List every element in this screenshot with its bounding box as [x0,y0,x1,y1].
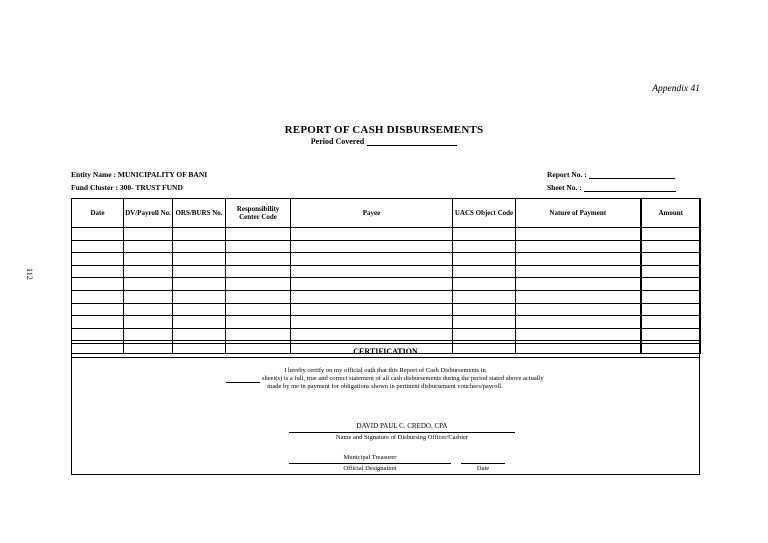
table-cell [226,290,291,303]
header-date: Date [72,199,124,228]
table-cell [291,265,453,278]
table-body [72,228,701,354]
designation-value: Municipal Treasurer [343,454,397,461]
table-cell [291,290,453,303]
table-cell [516,240,641,253]
period-covered-label: Period Covered [310,137,365,146]
table-cell [173,328,226,341]
appendix-label: Appendix 41 [652,84,700,94]
table-cell [516,278,641,291]
table-cell [291,303,453,316]
table-cell [453,278,516,291]
header-responsibility-center-code: Responsibility Center Code [226,199,291,228]
table-row [72,290,701,303]
table-cell [641,328,701,341]
table-cell [124,316,173,329]
entity-name: Entity Name : MUNICIPALITY OF BANI [71,170,208,179]
table-cell [124,290,173,303]
table-cell [641,278,701,291]
report-no [547,170,675,179]
table-cell [641,316,701,329]
table-cell [124,265,173,278]
header-dv-payroll-no: DV/Payroll No. [124,199,173,228]
table-cell [124,278,173,291]
table-cell [72,278,124,291]
table-cell [453,328,516,341]
table-cell [453,316,516,329]
table-cell [124,253,173,266]
table-row [72,240,701,253]
table-header-row [72,199,701,228]
sheet-no-label: Sheet No. : [547,183,582,192]
table-cell [291,278,453,291]
table-cell [516,265,641,278]
table-cell [173,303,226,316]
table-cell [173,290,226,303]
table-cell [291,253,453,266]
header-ors-burs-no: ORS/BURS No. [173,199,226,228]
table-cell [226,265,291,278]
table-row [72,316,701,329]
report-no-blank [589,170,675,179]
table-cell [516,290,641,303]
certification-text-part1: I hereby certify on my official oath that this Report of Cash Disbursements in [284,367,486,374]
table-cell [173,278,226,291]
table-cell [453,240,516,253]
table-cell [226,240,291,253]
table-cell [72,328,124,341]
table-cell [226,278,291,291]
table-cell [226,253,291,266]
table-cell [291,228,453,241]
table-cell [124,228,173,241]
table-cell [124,328,173,341]
table-cell [291,240,453,253]
table-cell [226,303,291,316]
certification-text [220,367,550,392]
table-cell [72,303,124,316]
header-uacs-object-code: UACS Object Code [453,199,516,228]
sheet-no-blank [584,183,676,192]
table-row [72,253,701,266]
table-cell [226,316,291,329]
certification-heading: CERTIFICATION [71,343,700,358]
disbursements-table [71,198,701,354]
table-row [72,303,701,316]
header-amount: Amount [641,199,701,228]
page-number: 112 [25,268,34,280]
table-cell [173,316,226,329]
table-cell [453,303,516,316]
report-no-label: Report No. : [547,170,587,179]
table-cell [72,265,124,278]
table-row [72,278,701,291]
date-caption: Date [476,465,490,472]
table-row [72,265,701,278]
table-cell [124,303,173,316]
table-cell [226,228,291,241]
table-cell [226,328,291,341]
table-cell [173,265,226,278]
table-cell [516,303,641,316]
table-cell [641,265,701,278]
table-cell [72,253,124,266]
table-cell [516,228,641,241]
sheet-no [547,183,676,192]
table-cell [453,253,516,266]
period-covered-blank [367,137,457,146]
table-cell [72,228,124,241]
sheet-count-blank [226,376,260,383]
table-cell [291,316,453,329]
table-cell [453,290,516,303]
table-cell [72,290,124,303]
table-cell [72,240,124,253]
table-cell [641,228,701,241]
table-cell [641,240,701,253]
header-nature-of-payment: Nature of Payment [516,199,641,228]
table-cell [516,316,641,329]
table-cell [72,316,124,329]
designation-caption: Official Designation [343,465,397,472]
report-title: REPORT OF CASH DISBURSEMENTS [284,124,484,136]
table-cell [173,253,226,266]
signature-line [289,432,515,433]
table-cell [291,328,453,341]
table-row [72,228,701,241]
table-cell [516,253,641,266]
signatory-caption: Name and Signature of Disbursing Officer/Cashier [335,434,469,441]
designation-line [289,463,451,464]
table-cell [641,253,701,266]
table-cell [641,290,701,303]
table-row [72,328,701,341]
table-cell [124,240,173,253]
table-cell [641,303,701,316]
table-cell [516,328,641,341]
table-cell [453,265,516,278]
certification-text-part2: sheet(s) is a full, true and correct statement of all cash disbursements during the period stated above actually made by me in payment for obligations shown in pertinent disbursement vouchers/payroll. [262,375,544,391]
fund-cluster: Fund Cluster : 300- TRUST FUND [71,183,183,192]
table-cell [173,228,226,241]
header-payee: Payee [291,199,453,228]
period-covered [0,137,768,146]
signatory-name: DAVID PAUL C. CREDO, CPA [356,422,448,430]
table-cell [173,240,226,253]
date-line [461,463,505,464]
table-cell [453,228,516,241]
